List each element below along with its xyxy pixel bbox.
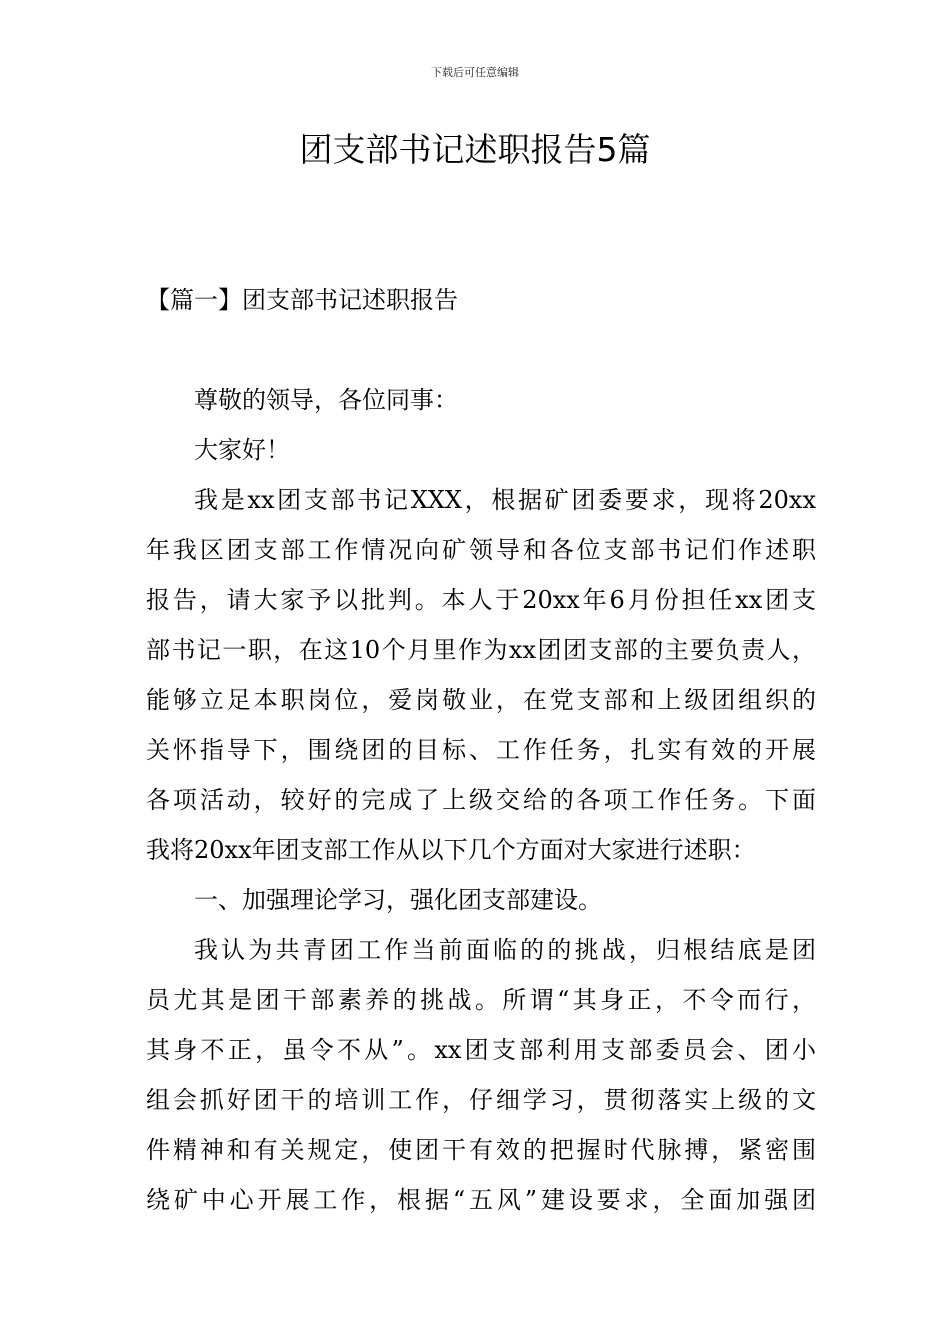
body-line: 报告，请大家予以批判。本人于20xx年6月份担任xx团支 [146,586,816,614]
body-line: 我是xx团支部书记XXX，根据矿团委要求，现将20xx [194,486,816,514]
body-line: 尊敬的领导，各位同事： [194,386,458,414]
body-line: 绕矿中心开展工作，根据“五风”建设要求，全面加强团 [146,1186,816,1214]
body-line: 大家好！ [194,436,290,464]
body-line: 我认为共青团工作当前面临的的挑战，归根结底是团 [194,936,816,964]
document-body [146,375,816,1225]
body-line: 关怀指导下，围绕团的目标、工作任务，扎实有效的开展 [146,736,816,764]
body-line: 员尤其是团干部素养的挑战。所谓“其身正，不令而行， [146,986,816,1014]
body-line: 组会抓好团干的培训工作，仔细学习，贯彻落实上级的文 [146,1086,816,1114]
header-note: 下载后可任意编辑 [431,66,519,79]
body-line: 件精神和有关规定，使团干有效的把握时代脉搏，紧密围 [146,1136,816,1164]
body-line: 一、加强理论学习，强化团支部建设。 [194,886,602,914]
section-heading: 【篇一】团支部书记述职报告 [146,286,458,314]
body-line: 能够立足本职岗位，爱岗敬业，在党支部和上级团组织的 [146,686,816,714]
body-line: 我将20xx年团支部工作从以下几个方面对大家进行述职： [146,836,756,864]
document-title: 团支部书记述职报告5篇 [299,130,651,169]
body-line: 其身不正，虽令不从”。xx团支部利用支部委员会、团小 [146,1036,816,1064]
body-line: 部书记一职，在这10个月里作为xx团团支部的主要负责人， [146,636,816,664]
body-line: 各项活动，较好的完成了上级交给的各项工作任务。下面 [146,786,816,814]
body-line: 年我区团支部工作情况向矿领导和各位支部书记们作述职 [146,536,816,564]
